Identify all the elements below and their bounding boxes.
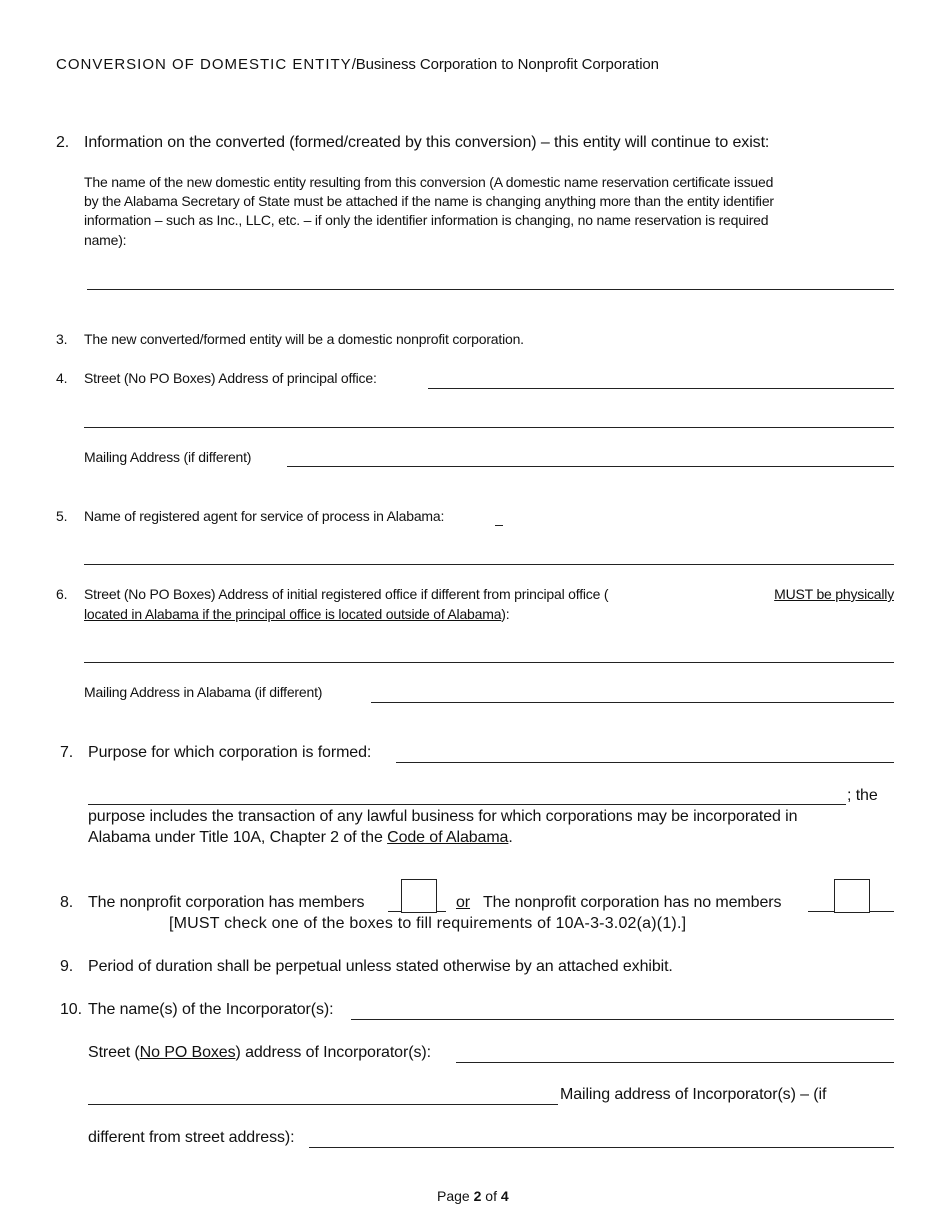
purpose-label: Purpose for which corporation is formed: [88,744,372,761]
incorporator-street-label [88,1044,431,1062]
page-current: 2 [473,1188,482,1204]
item-7-number: 7. [60,744,74,761]
item-2-line-2: by the Alabama Secretary of State must be attached if the name is changing anything more than the entity identifier [84,193,774,209]
item-3-text: The new converted/formed entity will be a domestic nonprofit corporation. [84,331,524,347]
incorporator-mailing-label-1: Mailing address of Incorporator(s) – (if [560,1086,827,1103]
item-6-location-requirement: located in Alabama if the principal office is located outside of Alabama [84,606,502,622]
registered-mailing-field[interactable] [371,702,894,703]
purpose-line-3 [88,829,513,847]
item-2-number: 2. [56,134,70,151]
has-members-checkbox[interactable] [401,879,437,913]
item-6-line-2-post: ): [501,606,510,622]
incorporator-street-field[interactable] [456,1062,894,1063]
item-6-line-1-pre: Street (No PO Boxes) Address of initial registered office if different from principal office ( [84,586,609,602]
item-8-number: 8. [60,894,74,911]
no-members-checkbox[interactable] [834,879,870,913]
header-title-prefix: CONVERSION OF DOMESTIC ENTITY [56,56,352,73]
no-members-label: The nonprofit corporation has no members [483,894,782,911]
principal-office-field-line-2[interactable] [84,427,894,428]
item-2-line-3: information – such as Inc., LLC, etc. – if only the identifier information is changing, no name reservation is required [84,212,769,228]
purpose-line-3-post: . [508,829,513,846]
incorporator-mailing-label-2: different from street address): [88,1129,295,1146]
incorporator-street-pre: Street ( [88,1044,140,1061]
registered-office-field[interactable] [84,662,894,663]
no-po-boxes-text: No PO Boxes [139,1044,236,1061]
principal-office-field[interactable] [428,388,894,389]
item-9-number: 9. [60,958,74,975]
new-entity-name-field[interactable] [87,289,894,290]
registered-agent-field-start[interactable] [495,525,503,526]
item-6-must-text: MUST be physically [774,586,894,602]
registered-agent-field[interactable] [84,564,894,565]
header-title-suffix: /Business Corporation to Nonprofit Corporation [351,56,659,73]
item-6-line-2 [84,606,509,622]
purpose-line-3-pre: Alabama under Title 10A, Chapter 2 of the [88,829,388,846]
item-3-number: 3. [56,331,68,347]
incorporator-name-label: The name(s) of the Incorporator(s): [88,1001,334,1018]
incorporator-street-field-line-2[interactable] [88,1104,558,1105]
principal-mailing-label: Mailing Address (if different) [84,449,252,465]
registered-agent-label: Name of registered agent for service of process in Alabama: [84,508,445,524]
members-note: [MUST check one of the boxes to fill requirements of 10A-3-3.02(a)(1).] [169,915,687,932]
code-of-alabama-text: Code of Alabama [387,829,509,846]
principal-mailing-field[interactable] [287,466,894,467]
or-text: or [456,894,471,911]
purpose-field[interactable] [396,762,894,763]
incorporator-street-post: ) address of Incorporator(s): [235,1044,431,1061]
item-6-line-1 [84,586,894,602]
item-10-number: 10. [60,1001,82,1018]
page-header [56,56,659,73]
purpose-line-2: purpose includes the transaction of any lawful business for which corporations may be incorporated in [88,808,798,825]
item-4-number: 4. [56,370,68,386]
purpose-field-line-2[interactable] [88,804,846,805]
item-6-number: 6. [56,586,68,602]
purpose-the-suffix: ; the [847,787,878,804]
incorporator-name-field[interactable] [351,1019,894,1020]
page-total: 4 [500,1188,509,1204]
principal-office-label: Street (No PO Boxes) Address of principal office: [84,370,377,386]
item-2-line-1: The name of the new domestic entity resulting from this conversion (A domestic name reservation certificate issued [84,174,774,190]
page-word: Page [437,1188,470,1204]
page-number [437,1188,509,1204]
item-5-number: 5. [56,508,68,524]
incorporator-mailing-field[interactable] [309,1147,894,1148]
registered-mailing-label: Mailing Address in Alabama (if different) [84,684,323,700]
has-members-label: The nonprofit corporation has members [88,894,365,911]
duration-text: Period of duration shall be perpetual unless stated otherwise by an attached exhibit. [88,958,673,975]
item-2-heading: Information on the converted (formed/created by this conversion) – this entity will continue to exist: [84,134,770,151]
item-2-line-4: name): [84,232,127,248]
page-of: of [485,1188,497,1204]
